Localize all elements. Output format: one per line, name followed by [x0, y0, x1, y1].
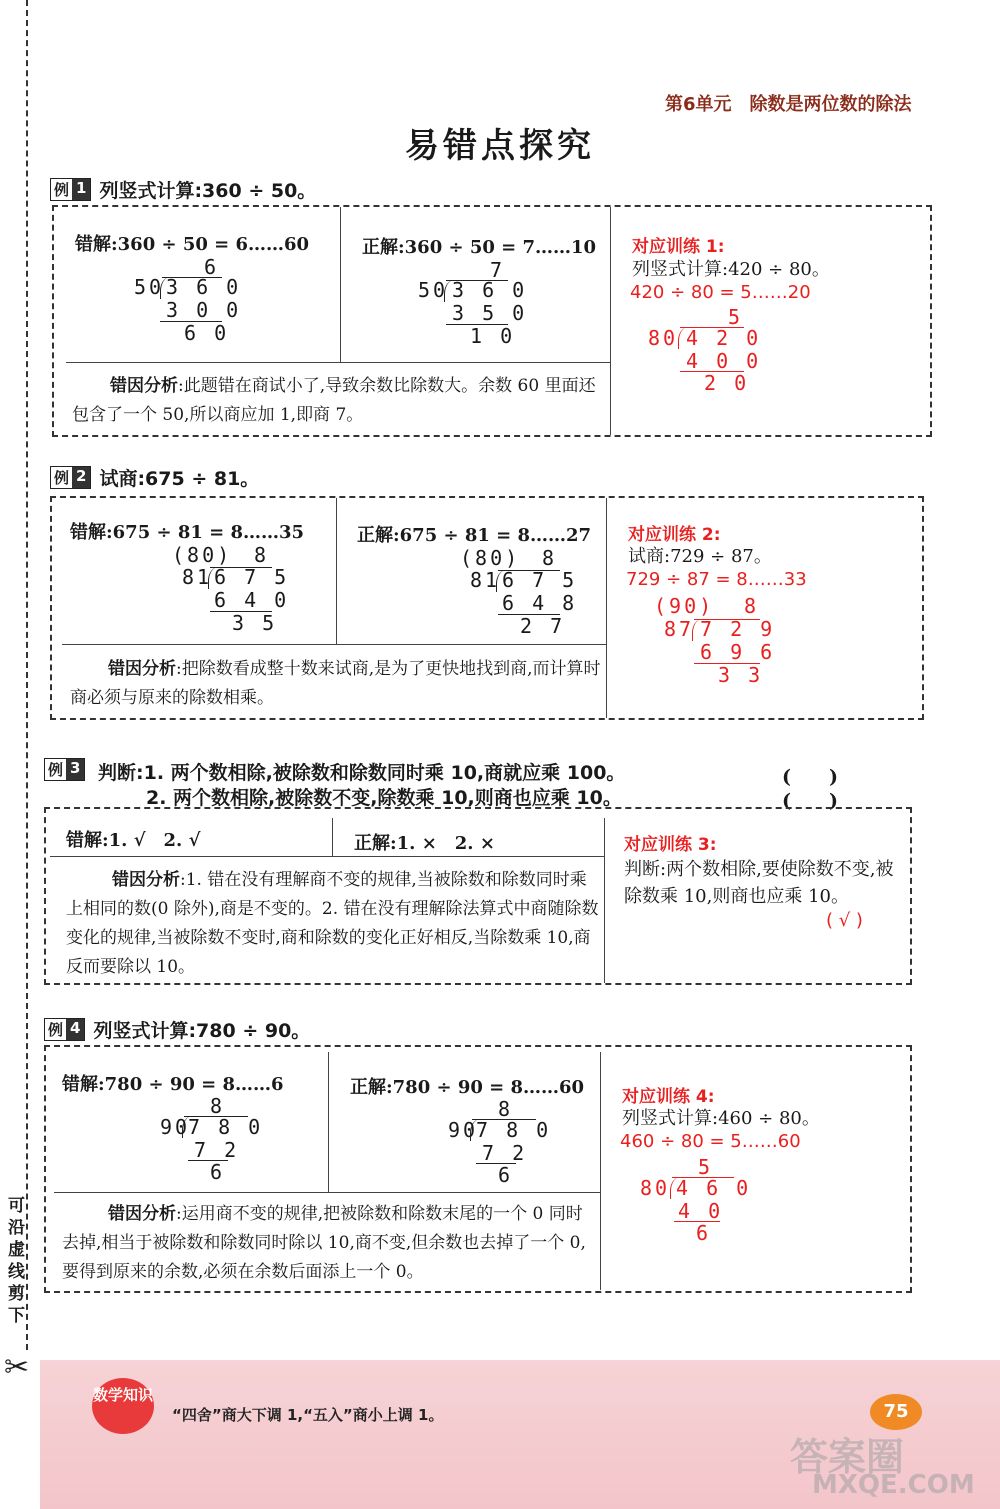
math-knowledge-badge: 数学知识 [92, 1378, 154, 1434]
page-number: 75 [870, 1394, 922, 1430]
ex3-label [44, 758, 85, 781]
watermark-url: MXQE.COM [812, 1470, 975, 1500]
page-title: 易错点探究 [405, 126, 595, 166]
cut-hint: 可沿虚线剪下 [8, 1196, 25, 1326]
ex4-analysis: 错因分析:运用商不变的规律,把被除数和除数末尾的一个 0 同时去掉,相当于被除数和除数同时除以 10,商不变,但余数也去掉了一个 0,要得到原来的余数,必须在余数后面添上一个 0。 [62, 1204, 586, 1282]
scissors-icon: ✂ [4, 1350, 30, 1385]
ex2-right-head: 正解:675 ÷ 81 = 8……27 [357, 525, 592, 546]
ex3-analysis: 错因分析:1. 错在没有理解商不变的规律,当被除数和除数同时乘上相同的数(0 除外),商是不变的。2. 错在没有理解除法算式中商随除数变化的规律,当被除数不变时,商和除数的变化正好相反,当除数乘 10,商反而要除以 10。 [66, 870, 599, 977]
drill2-question: 试商:729 ÷ 87。 [628, 546, 772, 567]
cut-dashed-line [26, 0, 28, 1350]
ex1-tag: 例 1 [50, 178, 91, 201]
ex1-analysis: 错因分析:此题错在商试小了,导致余数比除数大。余数 60 里面还包含了一个 50,所以商应加 1,即商 7。 [72, 376, 596, 425]
ex1-label [50, 176, 316, 203]
ex2-wrong-head: 错解:675 ÷ 81 = 8……35 [70, 522, 305, 543]
drill3-answer: ( √ ) [826, 910, 863, 931]
ex3-tag: 例 3 [44, 758, 85, 781]
drill2-answer: 729 ÷ 87 = 8……33 [626, 569, 807, 590]
footer-tip: “四舍”商大下调 1,“五入”商小上调 1。 [172, 1406, 444, 1424]
drill4-division: 5 80 4 6 0 4 0 6 [640, 1155, 752, 1245]
ex3-wrong: 错解:1. √ 2. √ [66, 830, 201, 851]
drill1-title: 对应训练 1: [632, 237, 725, 257]
ex2-right-division: (80) 8 81 6 7 5 6 4 8 2 7 [460, 546, 578, 638]
ex1-right-division: 7 50 3 6 0 3 5 0 1 0 [418, 258, 528, 348]
ex1-right-head: 正解:360 ÷ 50 = 7……10 [362, 237, 597, 258]
ex4-tag: 例 4 [44, 1018, 85, 1041]
ex3-line1: 判断:1. 两个数相除,被除数和除数同时乘 10,商就应乘 100。 [98, 762, 626, 784]
drill3-title: 对应训练 3: [624, 835, 717, 855]
drill2-division: (90) 8 87 7 2 9 6 9 6 3 3 [654, 594, 776, 687]
ex3-paren1: ( ) [782, 766, 838, 788]
ex1-wrong-head: 错解:360 ÷ 50 = 6……60 [75, 234, 310, 255]
ex4-wrong-head: 错解:780 ÷ 90 = 8……6 [62, 1074, 284, 1095]
ex3-line2: 2. 两个数相除,被除数不变,除数乘 10,则商也应乘 10。 [146, 787, 622, 809]
ex2-label [50, 464, 259, 491]
drill1-question: 列竖式计算:420 ÷ 80。 [632, 259, 830, 280]
watermark-logo: 答案圈 [790, 1435, 905, 1479]
ex4-label [44, 1016, 310, 1043]
ex2-analysis: 错因分析:把除数看成整十数来试商,是为了更快地找到商,而计算时商必须与原来的除数相乘。 [70, 659, 601, 708]
ex4-prompt: 列竖式计算:780 ÷ 90。 [93, 1020, 311, 1042]
ex4-wrong-division: 8 90 7 8 0 7 2 6 [160, 1094, 264, 1184]
ex3-paren2: ( ) [782, 790, 838, 812]
drill4-answer: 460 ÷ 80 = 5……60 [620, 1131, 801, 1152]
unit-header: 第6单元 除数是两位数的除法 [665, 94, 912, 115]
ex2-wrong-division: (80) 8 81 6 7 5 6 4 0 3 5 [172, 543, 290, 635]
ex1-prompt: 列竖式计算:360 ÷ 50。 [99, 180, 317, 202]
ex2-tag: 例 2 [50, 466, 91, 489]
drill4-title: 对应训练 4: [622, 1087, 715, 1107]
ex1-wrong-division: 6 50 3 6 0 3 0 0 6 0 [134, 255, 242, 345]
drill2-title: 对应训练 2: [628, 525, 721, 545]
drill1-answer: 420 ÷ 80 = 5……20 [630, 282, 811, 303]
ex4-right-division: 8 90 7 8 0 7 2 6 [448, 1097, 552, 1187]
drill4-question: 列竖式计算:460 ÷ 80。 [622, 1108, 820, 1129]
ex2-prompt: 试商:675 ÷ 81。 [99, 468, 260, 490]
ex3-right: 正解:1. × 2. × [354, 833, 495, 854]
drill3-question: 判断:两个数相除,要使除数不变,被除数乘 10,则商也应乘 10。 [624, 859, 894, 907]
ex4-right-head: 正解:780 ÷ 90 = 8……60 [350, 1077, 585, 1098]
drill1-division: 5 80 4 2 0 4 0 0 2 0 [648, 305, 762, 395]
